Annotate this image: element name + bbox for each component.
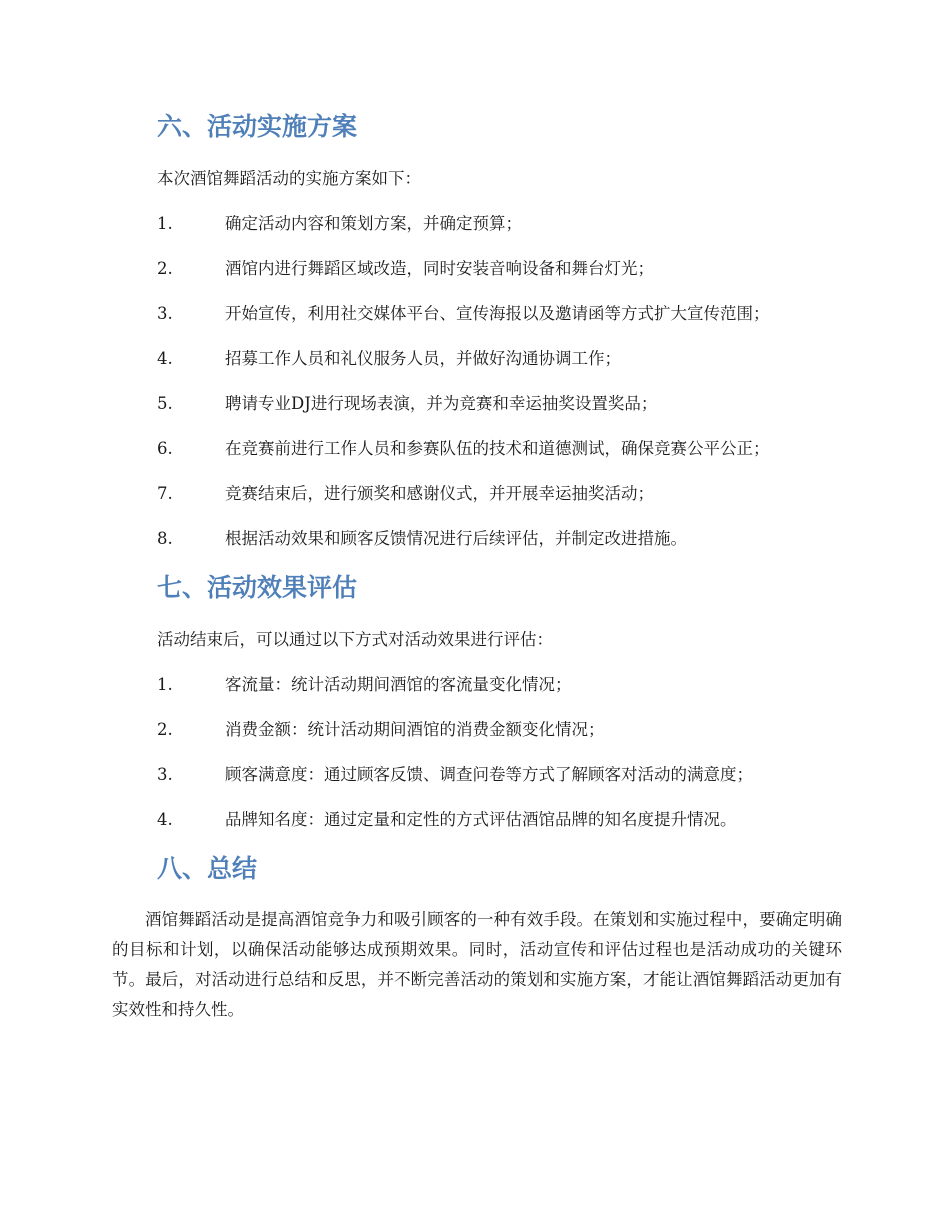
list-item-number: 1.: [157, 214, 173, 233]
list-item-text: 消费金额：统计活动期间酒馆的消费金额变化情况；: [225, 720, 605, 739]
list-item-text: 客流量：统计活动期间酒馆的客流量变化情况；: [225, 675, 572, 694]
section-6-heading: 六、活动实施方案: [157, 112, 358, 141]
list-item-text: 聘请专业DJ进行现场表演，并为竞赛和幸运抽奖设置奖品；: [225, 394, 658, 413]
list-item-number: 4.: [157, 810, 173, 829]
list-item-number: 3.: [157, 765, 173, 784]
list-item-text: 竞赛结束后，进行颁奖和感谢仪式，并开展幸运抽奖活动；: [225, 484, 654, 503]
list-item-number: 4.: [157, 349, 173, 368]
list-item-number: 1.: [157, 675, 173, 694]
summary-paragraph: 酒馆舞蹈活动是提高酒馆竞争力和吸引顾客的一种有效手段。在策划和实施过程中，要确定明确的目标和计划，以确保活动能够达成预期效果。同时，活动宣传和评估过程也是活动成功的关键环节。最后，对活动进行总结和反思，并不断完善活动的策划和实施方案，才能让酒馆舞蹈活动更加有实效性和持久性。: [112, 910, 842, 1019]
list-item-text: 确定活动内容和策划方案，并确定预算；: [225, 214, 522, 233]
list-item-number: 7.: [157, 484, 173, 503]
section-7-intro: 活动结束后，可以通过以下方式对活动效果进行评估：: [157, 630, 553, 649]
list-item-number: 8.: [157, 529, 173, 548]
list-item-text: 根据活动效果和顾客反馈情况进行后续评估，并制定改进措施。: [225, 529, 687, 548]
list-item-text: 开始宣传，利用社交媒体平台、宣传海报以及邀请函等方式扩大宣传范围；: [225, 304, 770, 323]
list-item-number: 3.: [157, 304, 173, 323]
list-item-text: 在竞赛前进行工作人员和参赛队伍的技术和道德测试，确保竞赛公平公正；: [225, 439, 770, 458]
list-item-text: 酒馆内进行舞蹈区域改造，同时安装音响设备和舞台灯光；: [225, 259, 654, 278]
section-6-intro: 本次酒馆舞蹈活动的实施方案如下：: [157, 169, 421, 188]
list-item-number: 5.: [157, 394, 173, 413]
section-8-heading: 八、总结: [157, 854, 258, 883]
list-item-number: 2.: [157, 259, 173, 278]
list-item-text: 品牌知名度：通过定量和定性的方式评估酒馆品牌的知名度提升情况。: [225, 810, 737, 829]
list-item-number: 2.: [157, 720, 173, 739]
list-item-text: 招募工作人员和礼仪服务人员，并做好沟通协调工作；: [225, 349, 621, 368]
section-7-heading: 七、活动效果评估: [157, 573, 358, 602]
list-item-number: 6.: [157, 439, 173, 458]
list-item-text: 顾客满意度：通过顾客反馈、调查问卷等方式了解顾客对活动的满意度；: [225, 765, 753, 784]
